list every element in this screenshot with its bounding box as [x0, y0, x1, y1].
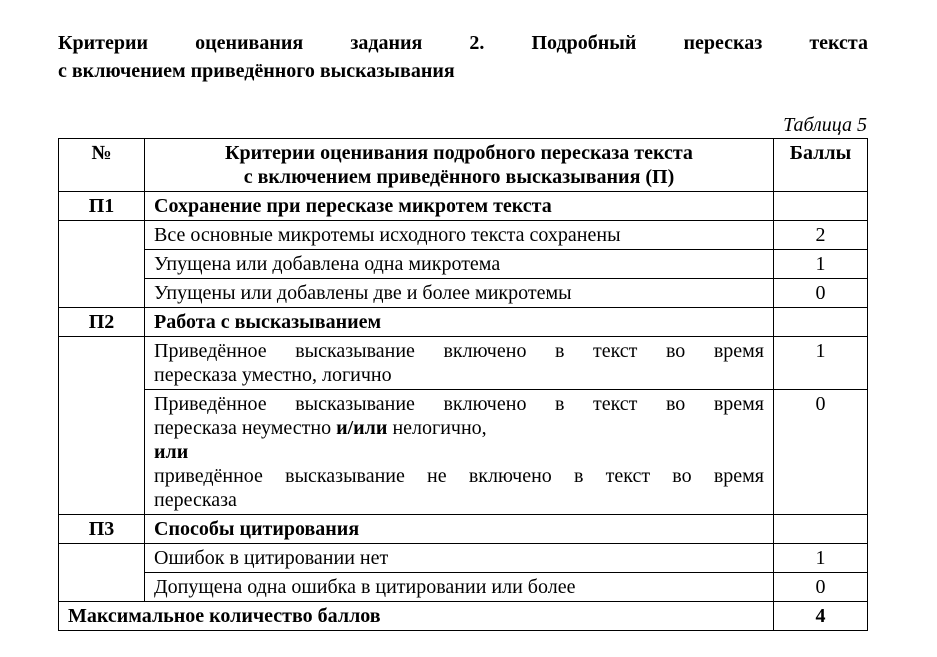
text-line: приведённое высказывание не включено в текст во время: [154, 465, 764, 487]
criterion-row-p2: [59, 308, 868, 337]
section-heading: [58, 29, 868, 85]
criterion-text: Ошибок в цитировании нет: [145, 544, 774, 573]
heading-word: 2.: [469, 32, 485, 54]
header-criteria-line-2: с включением приведённого высказывания (П): [243, 166, 675, 188]
criterion-text: Упущена или добавлена одна микротема: [145, 250, 774, 279]
heading-word: текста: [809, 32, 868, 54]
heading-word: Критерии: [58, 32, 149, 54]
points-cell: 0: [774, 573, 868, 602]
criterion-row-p3: [59, 515, 868, 544]
criterion-row-p1: [59, 192, 868, 221]
points-cell: 1: [774, 337, 868, 390]
points-cell: 1: [774, 544, 868, 573]
empty-cell: [774, 192, 868, 221]
criterion-title: Способы цитирования: [145, 515, 774, 544]
text-line: Приведённое высказывание включено в текст во время: [154, 393, 764, 415]
empty-cell: [774, 308, 868, 337]
total-points: 4: [774, 602, 868, 631]
header-num: №: [59, 139, 145, 192]
heading-word: задания: [350, 32, 423, 54]
criterion-title: Работа с высказыванием: [145, 308, 774, 337]
criterion-text: [145, 390, 774, 515]
heading-line-2: с включением приведённого высказывания: [58, 60, 455, 82]
heading-word: оценивания: [195, 32, 304, 54]
criterion-title: Сохранение при пересказе микротем текста: [145, 192, 774, 221]
text-fragment: пересказа неуместно: [154, 417, 337, 439]
table-caption: Таблица 5: [783, 114, 867, 136]
text-line: пересказа: [154, 489, 237, 511]
total-label: Максимальное количество баллов: [59, 602, 774, 631]
empty-cell: [774, 515, 868, 544]
points-cell: 0: [774, 390, 868, 515]
header-criteria-line-1: Критерии оценивания подробного пересказа текста: [225, 142, 693, 164]
empty-cell: [59, 221, 145, 308]
table-row: [59, 221, 868, 250]
table-row: [59, 337, 868, 390]
table-row: [59, 279, 868, 308]
text-line: пересказа уместно, логично: [154, 364, 392, 386]
total-row: [59, 602, 868, 631]
table-row: [59, 250, 868, 279]
table-row: [59, 544, 868, 573]
points-cell: 0: [774, 279, 868, 308]
table-row: [59, 390, 868, 515]
criterion-text: Все основные микротемы исходного текста сохранены: [145, 221, 774, 250]
criterion-text: [145, 337, 774, 390]
points-cell: 2: [774, 221, 868, 250]
criterion-text: Упущены или добавлены две и более микротемы: [145, 279, 774, 308]
header-criteria: [145, 139, 774, 192]
criterion-code: П3: [59, 515, 145, 544]
bold-connector: или: [154, 441, 189, 463]
heading-word: Подробный: [531, 32, 637, 54]
empty-cell: [59, 337, 145, 515]
criterion-code: П2: [59, 308, 145, 337]
heading-line-1: [58, 29, 868, 57]
bold-fragment: и/или: [336, 417, 388, 439]
criterion-code: П1: [59, 192, 145, 221]
empty-cell: [59, 544, 145, 602]
criterion-text: Допущена одна ошибка в цитировании или более: [145, 573, 774, 602]
table-row: [59, 573, 868, 602]
header-points: Баллы: [774, 139, 868, 192]
text-line: Приведённое высказывание включено в текст во время: [154, 340, 764, 362]
table-header-row: [59, 139, 868, 192]
points-cell: 1: [774, 250, 868, 279]
text-line: [154, 416, 764, 440]
criteria-table: [58, 138, 868, 631]
heading-word: пересказ: [683, 32, 763, 54]
text-fragment: нелогично,: [387, 417, 487, 439]
